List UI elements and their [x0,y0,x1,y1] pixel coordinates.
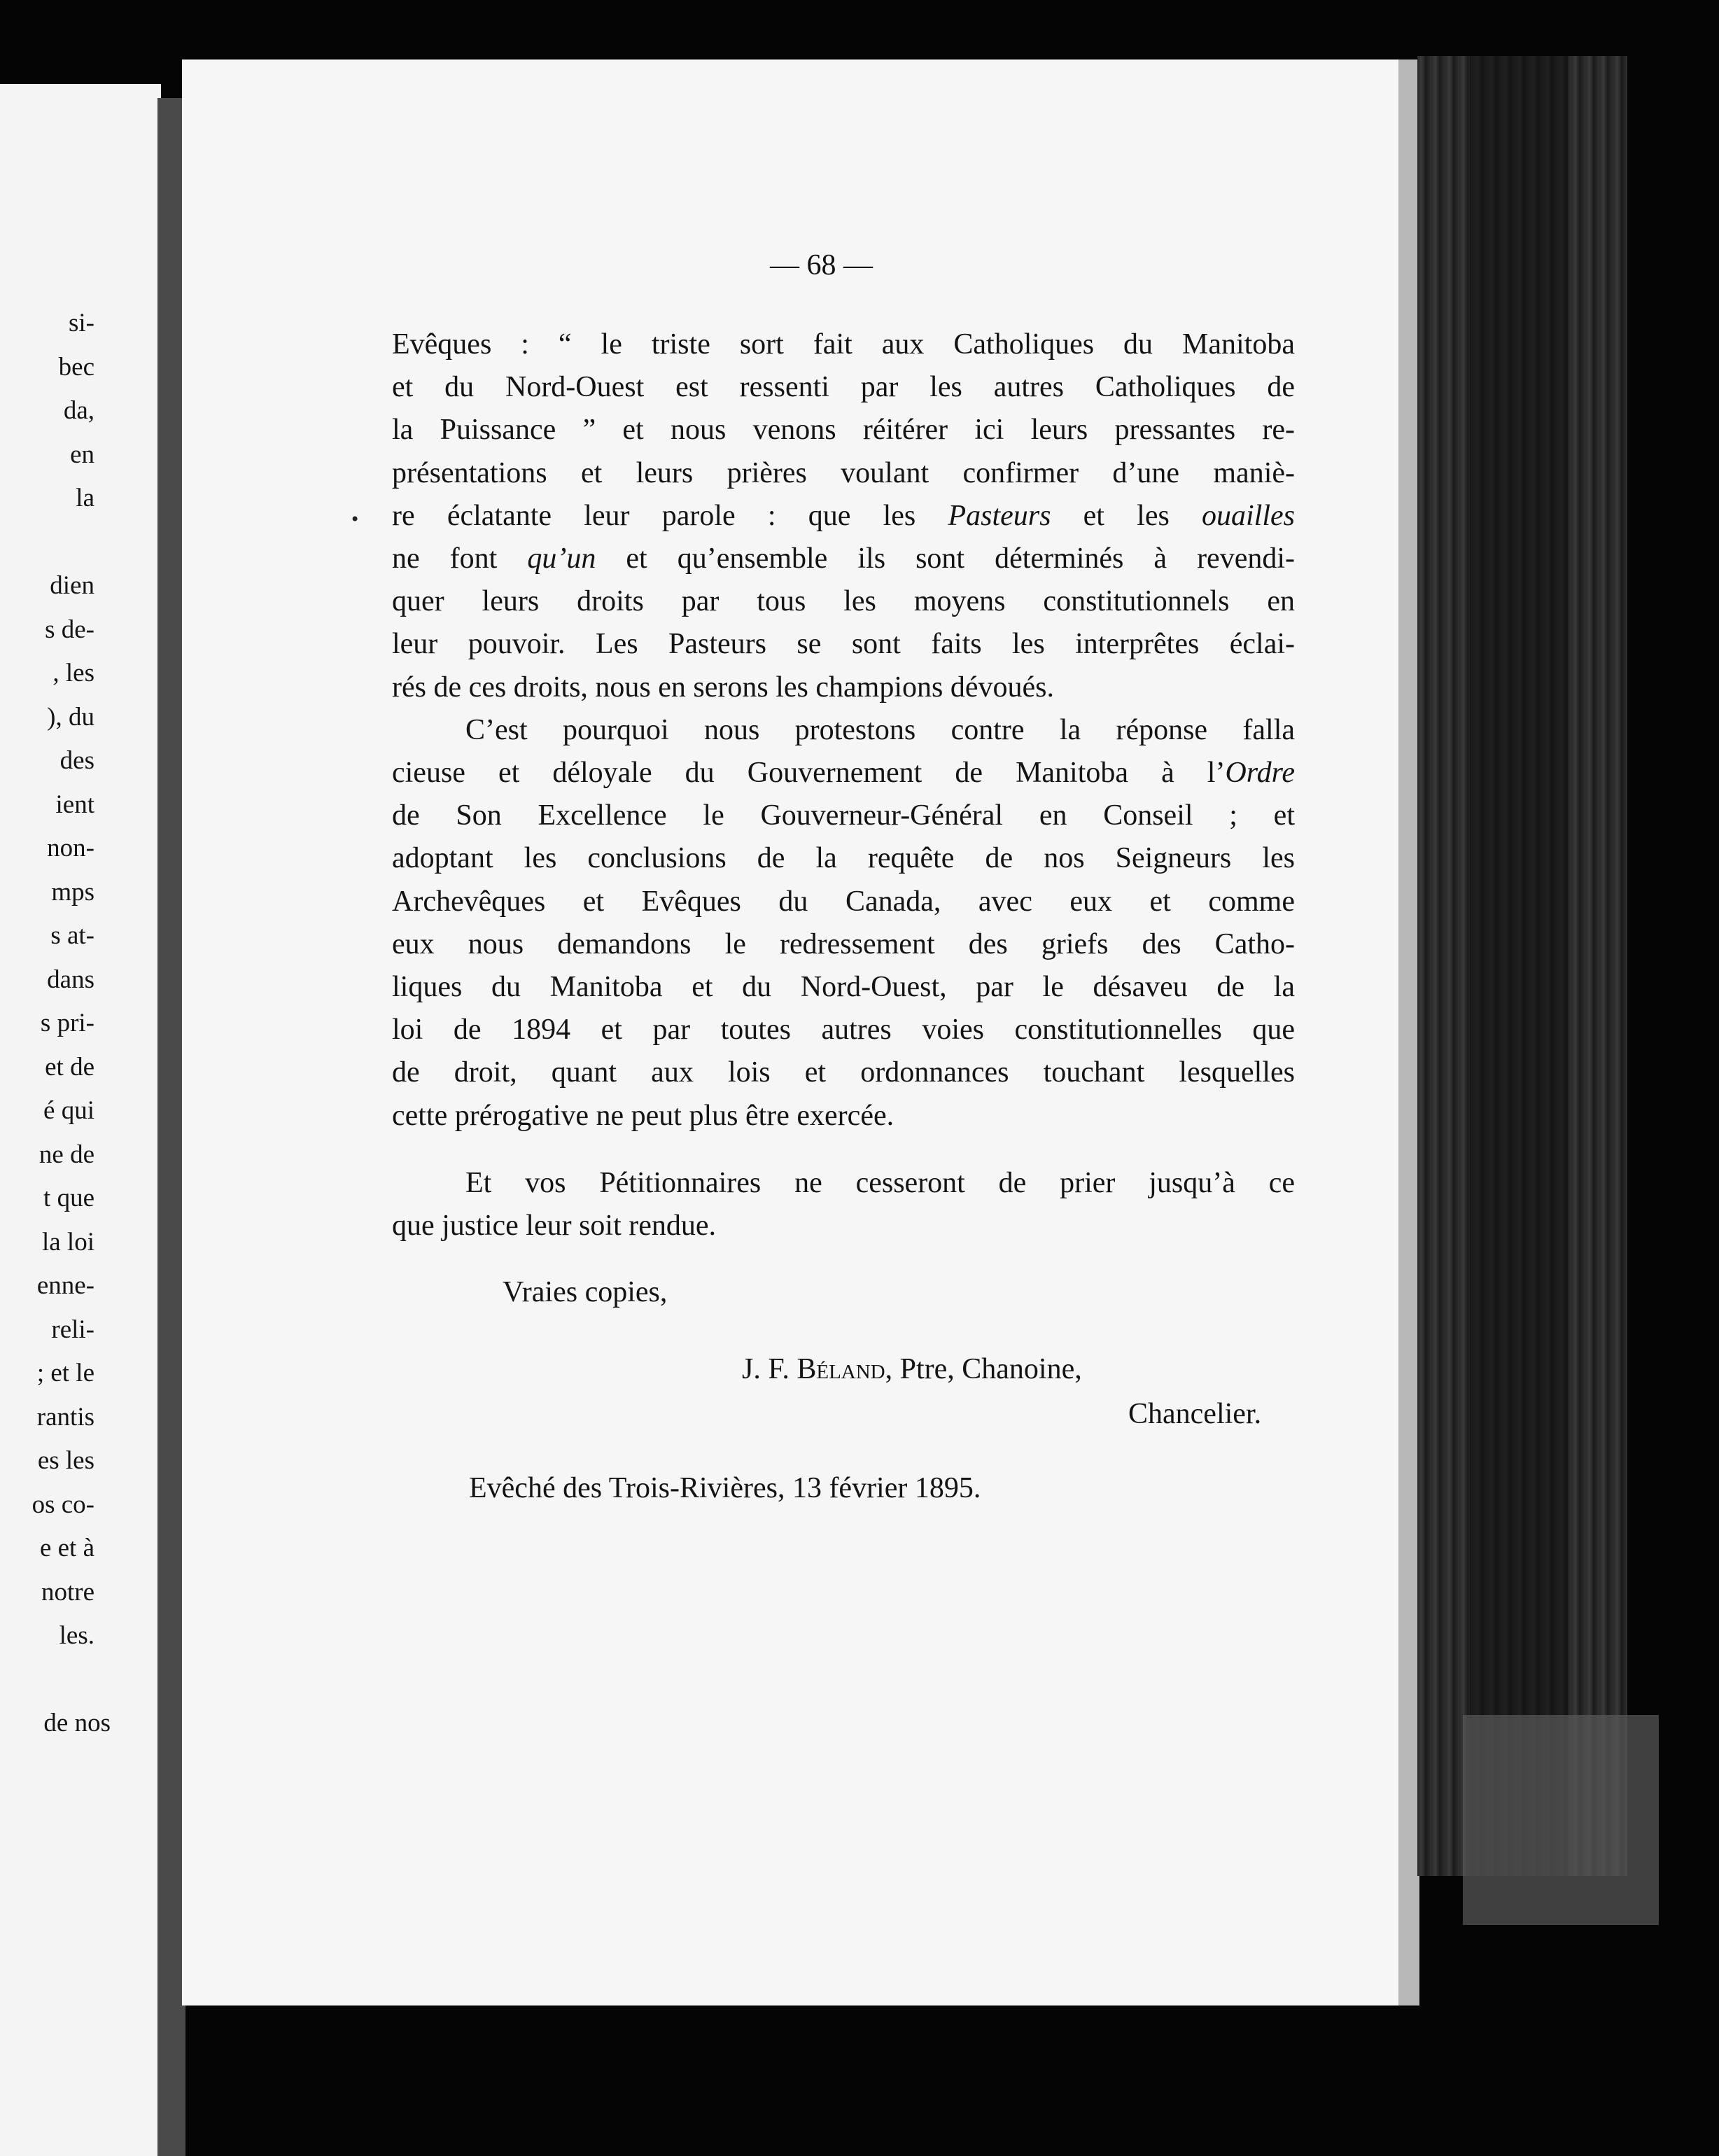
margin-mark: • [350,510,360,529]
text-line: présentations et leurs prières voulant confirmer d’une maniè- [392,456,1295,489]
facing-page-line: dans [47,965,94,994]
text-line: eux nous demandons le redressement des griefs des Catho- [392,927,1295,960]
facing-page-line: es les [37,1446,94,1475]
facing-page-line: ), du [47,702,94,732]
facing-page-fragment [0,84,161,2156]
facing-page-line: la [76,484,94,512]
text-line: de droit, quant aux lois et ordonnances touchant lesquelles [392,1056,1295,1089]
facing-page-line: ; et le [36,1359,94,1387]
text-line: loi de 1894 et par toutes autres voies constitutionnelles que [392,1014,1295,1046]
facing-page-line: ne de [38,1140,94,1169]
text-line: quer leurs droits par tous les moyens constitutionnels en [392,585,1295,618]
facing-page-line: non- [47,834,94,862]
text-line: adoptant les conclusions de la requête de nos Seigneurs les [392,842,1295,875]
facing-page-line: dien [50,571,94,600]
facing-page-line: da, [63,396,94,425]
facing-page-line: bec [58,352,94,382]
facing-page-line: ient [55,790,94,819]
facing-page-line: mps [51,877,94,906]
paragraph-2 [392,709,1295,1138]
text-line: rés de ces droits, nous en serons les champions dévoués. [392,671,1054,704]
facing-page-line: s pri- [40,1009,94,1037]
page-edge [1398,59,1419,2005]
facing-page-line: os co- [31,1490,94,1519]
facing-page-line: des [59,746,94,775]
signature-name: Béland [797,1353,885,1385]
text-line: cette prérogative ne peut plus être exercée. [392,1099,894,1132]
text-line: et du Nord-Ouest est ressenti par les autres Catholiques de [392,371,1295,404]
text-line: leur pouvoir. Les Pasteurs se sont faits les interprêtes éclai- [392,628,1295,661]
facing-page-line: de nos [43,1709,111,1737]
place-date: Evêché des Trois-Rivières, 13 février 1895. [469,1472,981,1504]
paragraph-3 [392,1162,1295,1247]
text-line: la Puissance ” et nous venons réitérer ici leurs pressantes re- [392,414,1295,447]
facing-page-line: s at- [50,921,94,950]
text-line: de Son Excellence le Gouverneur-Général en Conseil ; et [392,799,1295,832]
facing-page-line: la loi [41,1227,94,1256]
text-line: que justice leur soit rendue. [392,1210,717,1242]
facing-page-line: les. [59,1621,94,1650]
signature-title: Chancelier. [1128,1398,1262,1430]
paragraph-1 [392,323,1295,709]
facing-page-line: si- [69,309,94,337]
book-gutter [157,98,185,2156]
facing-page-line: é qui [43,1096,94,1125]
facing-page-line: enne- [36,1271,94,1300]
facing-page-line: rantis [36,1402,94,1432]
signature-initials: J. F. [742,1353,797,1385]
book-edge-shadow [1470,56,1568,1876]
text-line: ne font qu’un et qu’ensemble ils sont déterminés à revendi- [392,542,1295,575]
facing-page-line: t que [43,1184,94,1212]
body-text [392,323,1295,1247]
text-line: cieuse et déloyale du Gouvernement de Manitoba à l’Ordre [392,757,1295,790]
book-edge-wear [1463,1715,1659,1925]
text-line: re éclatante leur parole : que les Pasteurs et les ouailles [392,499,1295,532]
signature-rest: , Ptre, Chanoine, [885,1353,1082,1385]
facing-page-line: notre [41,1577,94,1606]
facing-page-line: s de- [45,615,94,644]
text-line: liques du Manitoba et du Nord-Ouest, par le désaveu de la [392,971,1295,1004]
facing-page-line: et de [45,1052,94,1082]
facing-page-line: e et à [39,1534,94,1562]
facing-page-line: reli- [51,1315,94,1344]
signature-line [742,1352,1082,1386]
text-line: C’est pourquoi nous protestons contre la réponse falla [465,713,1295,746]
copies-line: Vraies copies, [503,1276,668,1308]
text-line: Evêques : “ le triste sort fait aux Catholiques du Manitoba [392,328,1295,360]
facing-page-line: , les [52,659,94,687]
text-line: Archevêques et Evêques du Canada, avec eux et comme [392,885,1295,918]
facing-page-line: en [70,440,94,469]
text-line: Et vos Pétitionnaires ne cesseront de prier jusqu’à ce [465,1166,1295,1199]
page-number: — 68 — [770,249,873,281]
